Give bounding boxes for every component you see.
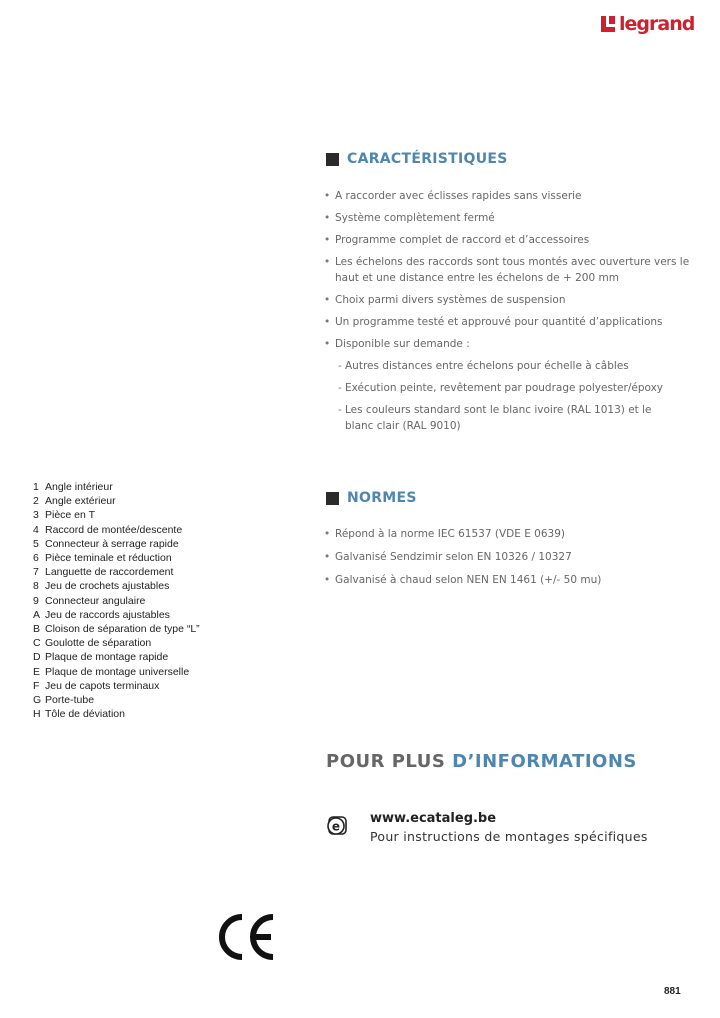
legend-item: 3 Pièce en T [33, 509, 96, 522]
legend-item: 8 Jeu de crochets ajustables [33, 580, 170, 593]
characteristics-heading: CARACTÉRISTIQUES [326, 151, 508, 167]
page-number: 881 [664, 986, 681, 997]
more-info-heading: POUR PLUS D’INFORMATIONS [326, 751, 637, 772]
ecatalog-link[interactable]: www.ecataleg.be [370, 811, 497, 826]
legend-item: 6 Pièce teminale et réduction [33, 552, 172, 565]
list-item: • Programme complet de raccord et d’accessoires [324, 232, 694, 248]
list-item: • Disponible sur demande : [324, 336, 694, 352]
legrand-logo [601, 14, 694, 34]
legrand-logo-text: legrand [619, 13, 695, 35]
sub-list-item: - Les couleurs standard sont le blanc ivoire (RAL 1013) et le blanc clair (RAL 9010) [324, 402, 655, 434]
legend-item: A Jeu de raccords ajustables [33, 608, 170, 621]
ecatalog-icon [326, 815, 348, 837]
legend-item: G Porte-tube [33, 694, 95, 707]
square-bullet-icon [326, 153, 339, 166]
legend-item: F Jeu de capots terminaux [33, 679, 160, 692]
list-item: • Les échelons des raccords sont tous montés avec ouverture vers le haut et une distance entre les échelons de + 200 mm [324, 254, 694, 286]
standards-list [324, 526, 694, 588]
list-item: • Un programme testé et approuvé pour quantité d’applications [324, 314, 694, 330]
legrand-logo-mark [601, 16, 615, 32]
legend-item: B Cloison de séparation de type “L” [33, 623, 200, 636]
legend-item: 2 Angle extérieur [33, 495, 116, 508]
legend-item: 5 Connecteur à serrage rapide [33, 537, 179, 550]
sub-list-item: - Autres distances entre échelons pour échelle à câbles [324, 358, 694, 374]
list-item: • Système complètement fermé [324, 210, 694, 226]
legend-item: H Tôle de déviation [33, 708, 125, 721]
characteristics-list [324, 188, 694, 434]
parts-legend [33, 480, 200, 721]
legend-item: D Plaque de montage rapide [33, 651, 169, 664]
svg-text:e: e [331, 819, 341, 834]
legend-item: 1 Angle intérieur [33, 481, 113, 493]
legend-item: 7 Languette de raccordement [33, 566, 174, 579]
list-item: • A raccorder avec éclisses rapides sans visserie [324, 188, 694, 204]
list-item: • Galvanisé Sendzimir selon EN 10326 / 10327 [324, 549, 694, 565]
ecatalog-subtitle: Pour instructions de montages spécifiques [370, 829, 648, 844]
list-item: • Galvanisé à chaud selon NEN EN 1461 (+/- 50 mu) [324, 572, 694, 588]
legend-item: 4 Raccord de montée/descente [33, 523, 183, 536]
list-item: • Choix parmi divers systèmes de suspension [324, 292, 694, 308]
legend-item: E Plaque de montage universelle [33, 665, 190, 678]
list-item: • Répond à la norme IEC 61537 (VDE E 0639) [324, 526, 694, 542]
standards-heading: NORMES [326, 490, 417, 506]
legend-item: C Goulotte de séparation [33, 637, 152, 650]
ce-mark-icon [215, 906, 277, 968]
legend-item: 9 Connecteur angulaire [33, 594, 146, 607]
square-bullet-icon [326, 492, 339, 505]
sub-list-item: - Exécution peinte, revêtement par poudrage polyester/époxy [324, 380, 694, 396]
